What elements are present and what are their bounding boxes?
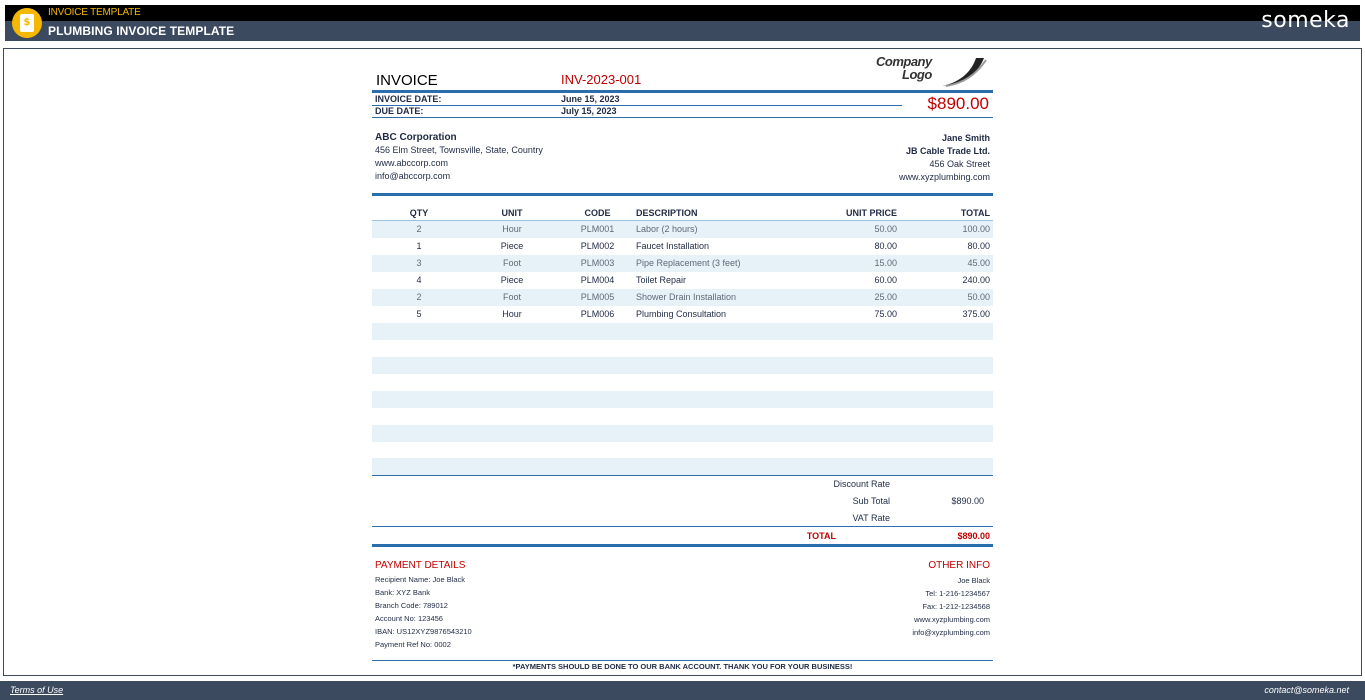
bill-to-company[interactable]: JB Cable Trade Ltd. xyxy=(905,146,990,156)
cell-unit[interactable]: Foot xyxy=(502,258,521,268)
dollar-document-icon: $ xyxy=(12,8,42,38)
payment-details-title: PAYMENT DETAILS xyxy=(375,560,466,571)
other-email[interactable]: info@xyzplumbing.com xyxy=(912,628,990,637)
cell-unit[interactable]: Piece xyxy=(500,241,524,251)
cell-unit-price[interactable]: 60.00 xyxy=(874,275,897,285)
invoice-number[interactable]: INV-2023-001 xyxy=(561,72,642,87)
table-row-empty[interactable] xyxy=(372,408,993,425)
cell-code[interactable]: PLM001 xyxy=(580,224,615,234)
table-header xyxy=(372,205,993,220)
bill-from-website[interactable]: www.abccorp.com xyxy=(375,158,449,168)
table-row[interactable] xyxy=(372,289,993,306)
cell-qty[interactable]: 5 xyxy=(416,309,422,319)
brand-logo[interactable]: someka xyxy=(1261,8,1350,33)
header-subtitle: INVOICE TEMPLATE xyxy=(48,7,141,18)
logo-text-logo: Logo xyxy=(902,67,932,82)
table-row-empty[interactable] xyxy=(372,340,993,357)
table-row-empty[interactable] xyxy=(372,442,993,459)
date-divider xyxy=(372,105,902,106)
total-value: $890.00 xyxy=(957,531,990,541)
cell-total: 45.00 xyxy=(967,258,990,268)
page-title: PLUMBING INVOICE TEMPLATE xyxy=(48,24,235,38)
payment-bank[interactable]: Bank: XYZ Bank xyxy=(375,588,431,597)
cell-description[interactable]: Toilet Repair xyxy=(636,275,687,285)
cell-total: 375.00 xyxy=(962,309,990,319)
col-qty: QTY xyxy=(409,208,429,218)
cell-code[interactable]: PLM005 xyxy=(580,292,615,302)
due-date-label: DUE DATE: xyxy=(375,106,424,116)
bill-to-address[interactable]: 456 Oak Street xyxy=(929,159,990,169)
table-row[interactable] xyxy=(372,272,993,289)
cell-description[interactable]: Plumbing Consultation xyxy=(636,309,727,319)
footer-bar xyxy=(0,681,1365,700)
cell-code[interactable]: PLM003 xyxy=(580,258,615,268)
other-info-title: OTHER INFO xyxy=(928,560,990,571)
col-description: DESCRIPTION xyxy=(636,208,698,218)
table-row-empty[interactable] xyxy=(372,357,993,374)
cell-unit[interactable]: Foot xyxy=(502,292,521,302)
cell-unit-price[interactable]: 15.00 xyxy=(874,258,897,268)
cell-total: 80.00 xyxy=(967,241,990,251)
other-name[interactable]: Joe Black xyxy=(957,576,990,585)
table-row[interactable] xyxy=(372,255,993,272)
cell-code[interactable]: PLM004 xyxy=(580,275,615,285)
table-row-empty[interactable] xyxy=(372,458,993,475)
bill-from-address[interactable]: 456 Elm Street, Townsville, State, Country xyxy=(375,145,543,155)
cell-qty[interactable]: 2 xyxy=(416,224,422,234)
col-unit: UNIT xyxy=(501,208,523,218)
invoice-label: INVOICE xyxy=(376,72,438,89)
note-rule xyxy=(372,660,993,661)
cell-total: 50.00 xyxy=(967,292,990,302)
invoice-date-label: INVOICE DATE: xyxy=(375,94,442,104)
total-label: TOTAL xyxy=(806,531,836,541)
col-total: TOTAL xyxy=(960,208,990,218)
header-rule xyxy=(372,90,993,93)
payment-recipient[interactable]: Recipient Name: Joe Black xyxy=(375,575,466,584)
cell-code[interactable]: PLM006 xyxy=(580,309,615,319)
cell-qty[interactable]: 4 xyxy=(416,275,422,285)
bill-from-name[interactable]: ABC Corporation xyxy=(375,132,457,143)
terms-of-use-link[interactable]: Terms of Use xyxy=(10,685,64,695)
invoice-date-value[interactable]: June 15, 2023 xyxy=(561,94,620,104)
cell-description[interactable]: Labor (2 hours) xyxy=(636,224,698,234)
cell-unit-price[interactable]: 25.00 xyxy=(874,292,897,302)
table-row-empty[interactable] xyxy=(372,374,993,391)
logo-text-company: Company xyxy=(876,54,932,69)
payment-note: *PAYMENTS SHOULD BE DONE TO OUR BANK ACCOUNT. THANK YOU FOR YOUR BUSINESS! xyxy=(512,662,853,671)
header-top-bar xyxy=(5,5,1360,21)
payment-ref[interactable]: Payment Ref No: 0002 xyxy=(375,640,451,649)
other-website[interactable]: www.xyzplumbing.com xyxy=(914,615,990,624)
total-bottom-rule xyxy=(372,544,993,547)
subtotal-label: Sub Total xyxy=(852,496,890,506)
col-code: CODE xyxy=(584,208,611,218)
cell-unit-price[interactable]: 75.00 xyxy=(874,309,897,319)
other-tel[interactable]: Tel: 1-216-1234567 xyxy=(925,589,990,598)
table-row-empty[interactable] xyxy=(372,323,993,340)
payment-details xyxy=(375,573,472,651)
cell-code[interactable]: PLM002 xyxy=(580,241,615,251)
cell-total: 240.00 xyxy=(962,275,990,285)
cell-description[interactable]: Pipe Replacement (3 feet) xyxy=(636,258,741,268)
table-row[interactable] xyxy=(372,238,993,255)
cell-qty[interactable]: 1 xyxy=(416,241,422,251)
logo-swoosh-icon xyxy=(932,56,988,88)
subtotal-value: $890.00 xyxy=(951,496,984,506)
cell-unit[interactable]: Hour xyxy=(502,309,522,319)
table-bottom-rule xyxy=(372,475,993,476)
other-fax[interactable]: Fax: 1-212-1234568 xyxy=(922,602,990,611)
cell-description[interactable]: Shower Drain Installation xyxy=(636,292,737,302)
company-logo[interactable] xyxy=(872,52,987,88)
cell-unit-price[interactable]: 50.00 xyxy=(874,224,897,234)
payment-branch[interactable]: Branch Code: 789012 xyxy=(375,601,448,610)
cell-description[interactable]: Faucet Installation xyxy=(636,241,710,251)
payment-iban[interactable]: IBAN: US12XYZ9876543210 xyxy=(375,627,472,636)
invoice-sheet xyxy=(372,50,993,680)
total-top-rule xyxy=(372,526,993,527)
cell-total: 100.00 xyxy=(962,224,990,234)
table-row[interactable] xyxy=(372,221,993,238)
due-date-value[interactable]: July 15, 2023 xyxy=(561,106,617,116)
bill-to-website[interactable]: www.xyzplumbing.com xyxy=(898,172,990,182)
payment-account[interactable]: Account No: 123456 xyxy=(375,614,443,623)
cell-unit[interactable]: Piece xyxy=(500,275,524,285)
vat-label: VAT Rate xyxy=(852,513,890,523)
bill-from-email[interactable]: info@abccorp.com xyxy=(375,171,451,181)
cell-unit-price[interactable]: 80.00 xyxy=(874,241,897,251)
table-row-empty[interactable] xyxy=(372,391,993,408)
col-unit-price: UNIT PRICE xyxy=(845,208,897,218)
bill-to-block xyxy=(899,132,990,184)
discount-label: Discount Rate xyxy=(833,479,890,489)
cell-unit[interactable]: Hour xyxy=(502,224,522,234)
table-row-empty[interactable] xyxy=(372,425,993,442)
bill-from-block xyxy=(375,131,543,183)
other-info xyxy=(912,574,990,639)
dates-bottom-rule xyxy=(372,117,993,118)
table-row[interactable] xyxy=(372,306,993,323)
bill-to-name[interactable]: Jane Smith xyxy=(941,133,990,143)
cell-qty[interactable]: 2 xyxy=(416,292,422,302)
contact-email[interactable]: contact@someka.net xyxy=(1264,685,1349,695)
amount-due: $890.00 xyxy=(927,94,989,113)
cell-qty[interactable]: 3 xyxy=(416,258,422,268)
table-top-rule xyxy=(372,193,993,196)
